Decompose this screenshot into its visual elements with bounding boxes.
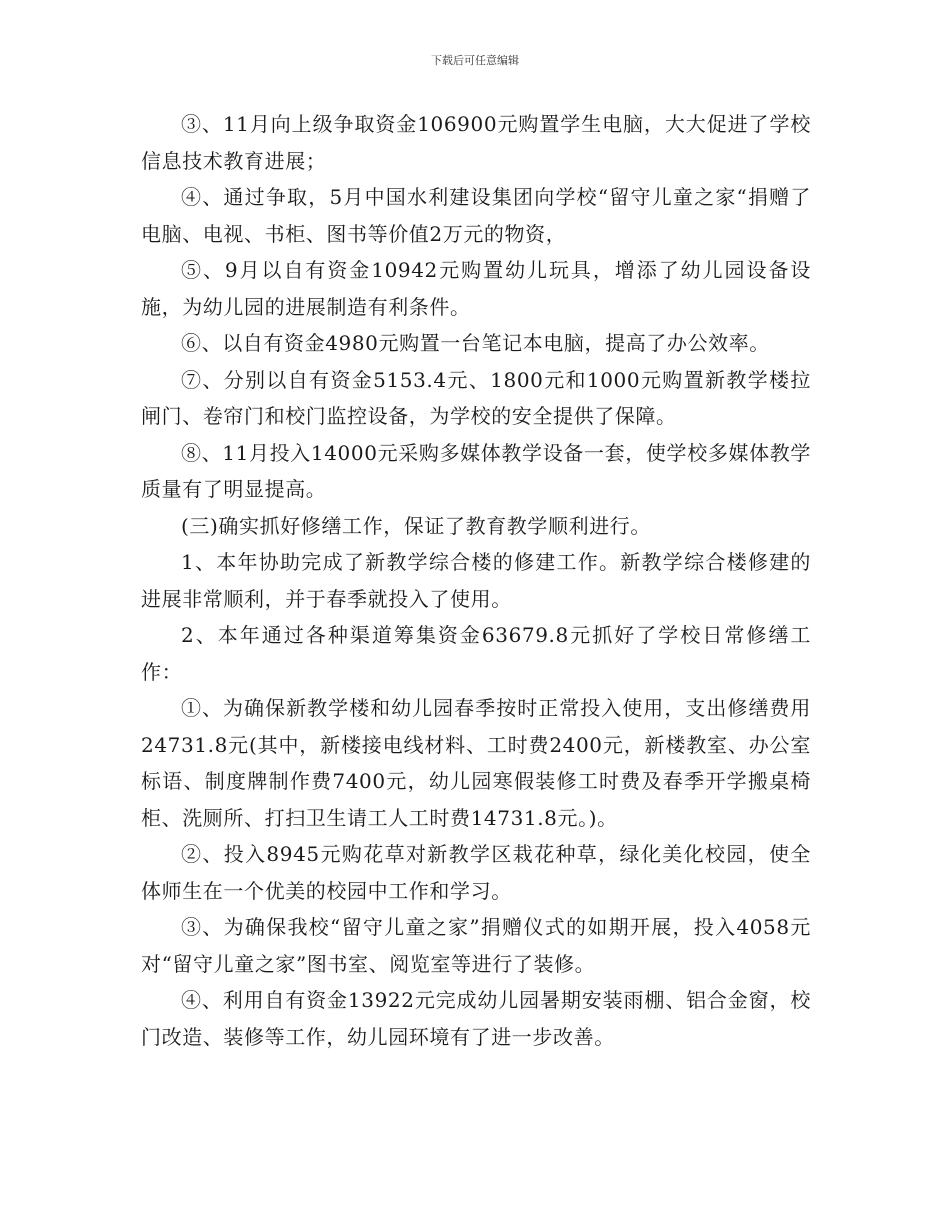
paragraph-item-3: ③、11月向上级争取资金106900元购置学生电脑，大大促进了学校信息技术教育进展； xyxy=(141,112,811,173)
page-header: 下载后可任意编辑 xyxy=(431,54,519,67)
paragraph-subitem-2: ②、投入8945元购花草对新教学区栽花种草，绿化美化校园，使全体师生在一个优美的校园中工作和学习。 xyxy=(141,842,811,903)
paragraph-subitem-3: ③、为确保我校“留守儿童之家”捐赠仪式的如期开展，投入4058元对“留守儿童之家”图书室、阅览室等进行了装修。 xyxy=(141,915,811,976)
paragraph-numbered-2: 2、本年通过各种渠道筹集资金63679.8元抓好了学校日常修缮工作： xyxy=(141,623,811,684)
paragraph-item-5: ⑤、9月以自有资金10942元购置幼儿玩具，增添了幼儿园设备设施，为幼儿园的进展制造有利条件。 xyxy=(141,258,811,319)
paragraph-subitem-1: ①、为确保新教学楼和幼儿园春季按时正常投入使用，支出修缮费用24731.8元(其中，新楼接电线材料、工时费2400元，新楼教室、办公室标语、制度牌制作费7400元，幼儿园寒假装修工时费及春季开学搬桌椅柜、洗厕所、打扫卫生请工人工时费14731.8元。)。 xyxy=(141,696,811,830)
paragraph-item-4: ④、通过争取，5月中国水利建设集团向学校“留守儿童之家“捐赠了电脑、电视、书柜、图书等价值2万元的物资， xyxy=(141,185,811,246)
paragraph-item-7: ⑦、分别以自有资金5153.4元、1800元和1000元购置新教学楼拉闸门、卷帘门和校门监控设备，为学校的安全提供了保障。 xyxy=(141,367,811,428)
paragraph-item-6: ⑥、以自有资金4980元购置一台笔记本电脑，提高了办公效率。 xyxy=(181,331,770,355)
document-body xyxy=(141,106,811,1055)
paragraph-subitem-4: ④、利用自有资金13922元完成幼儿园暑期安装雨棚、铝合金窗，校门改造、装修等工作，幼儿园环境有了进一步改善。 xyxy=(141,988,811,1049)
paragraph-item-8: ⑧、11月投入14000元采购多媒体教学设备一套，使学校多媒体教学质量有了明显提高。 xyxy=(141,440,811,501)
paragraph-numbered-1: 1、本年协助完成了新教学综合楼的修建工作。新教学综合楼修建的进展非常顺利，并于春季就投入了使用。 xyxy=(141,550,811,611)
section-heading-3: (三)确实抓好修缮工作，保证了教育教学顺利进行。 xyxy=(181,513,652,538)
